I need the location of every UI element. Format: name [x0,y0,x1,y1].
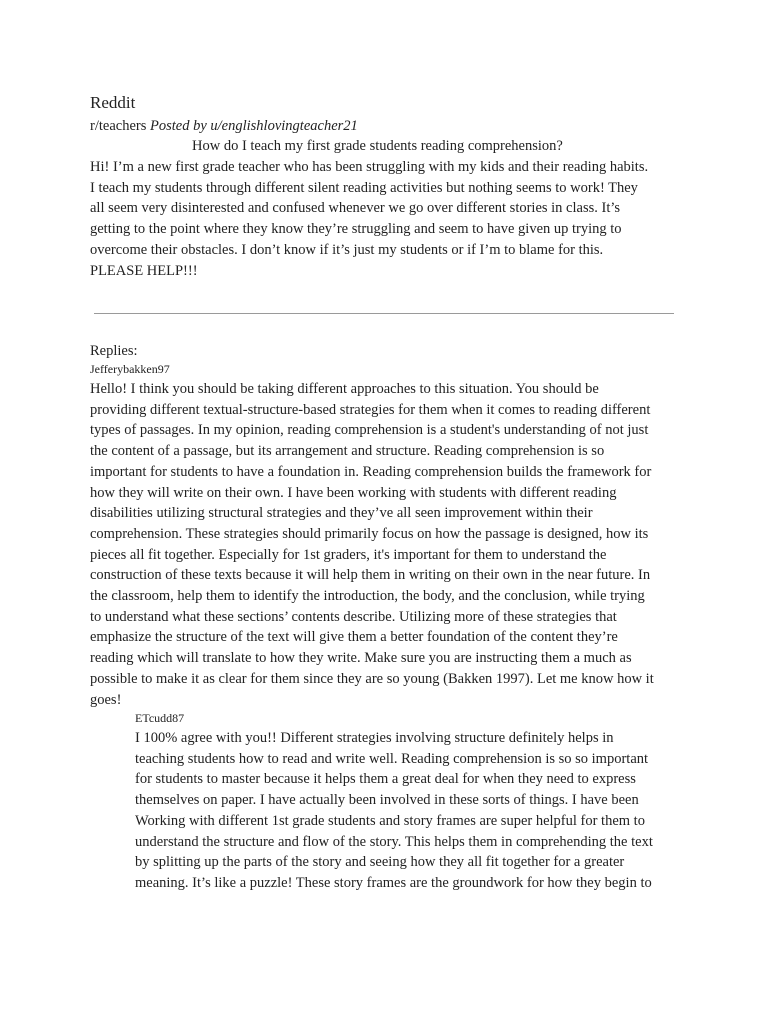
reply-body-line: important for students to have a foundation in. Reading comprehension builds the framework for [90,463,652,480]
nested-reply-line: meaning. It’s like a puzzle! These story frames are the groundwork for how they begin to [135,874,652,891]
section-divider [94,313,674,314]
replies-heading: Replies: [90,343,138,359]
reply-body-line: goes! [90,691,122,708]
reply-body-line: types of passages. In my opinion, reading comprehension is a student's understanding of not just [90,422,649,439]
reply-author[interactable]: Jefferybakken97 [90,362,170,376]
post-body [90,157,680,281]
nested-reply-author[interactable]: ETcudd87 [135,711,185,725]
reply-body-line: comprehension. These strategies should primarily focus on how the passage is designed, how its [90,525,649,542]
reply-body-line: the content of a passage, but its arrangement and structure. Reading comprehension is so [90,443,605,460]
nested-reply-body [135,728,695,894]
nested-reply-line: teaching students how to read and write well. Reading comprehension is so so important [135,750,649,767]
post-body-line: overcome their obstacles. I don’t know if it’s just my students or if I’m to blame for this. [90,241,604,258]
reply-body-line: providing different textual-structure-based strategies for them when it comes to reading different [90,401,651,418]
reply-body-line: to understand what these sections’ contents describe. Utilizing more of these strategies that [90,608,617,625]
reply-body-line: possible to make it as clear for them since they are so young (Bakken 1997). Let me know how it [90,670,654,687]
nested-reply-line: for students to master because it helps them a great deal for when they need to express [135,771,636,788]
nested-reply-line: themselves on paper. I have actually been involved in these sorts of things. I have been [135,792,639,809]
post-body-line: I teach my students through different silent reading activities but nothing seems to work! They [90,179,638,196]
reply-body [90,379,690,710]
nested-reply-line: Working with different 1st grade students and story frames are super helpful for them to [135,812,645,829]
post-body-line: all seem very disinterested and confused whenever we go over different stories in class. It’s [90,200,621,217]
post-body-line: Hi! I’m a new first grade teacher who has been struggling with my kids and their reading habits. [90,159,649,175]
nested-reply-line: by splitting up the parts of the story and seeing how they all fit together for a greater [135,854,625,871]
reply-body-line: emphasize the structure of the text will give them a better foundation of the content they’re [90,629,618,646]
reply-body-line: the classroom, help them to identify the introduction, the body, and the conclusion, while trying [90,588,645,605]
site-title: Reddit [90,93,136,112]
reply-body-line: construction of these texts because it will help them in writing on their own in the near future. In [90,567,651,584]
reply-body-line: Hello! I think you should be taking different approaches to this situation. You should be [90,381,599,397]
nested-reply-line: understand the structure and flow of the story. This helps them in comprehending the text [135,833,653,850]
reply-body-line: how they will write on their own. I have been working with students with different reading [90,484,617,501]
post-title: How do I teach my first grade students reading comprehension? [192,138,563,154]
post-body-line: getting to the point where they know they’re struggling and seem to have given up trying to [90,221,622,238]
nested-reply-line: I 100% agree with you!! Different strategies involving structure definitely helps in [135,730,614,746]
reply-body-line: pieces all fit together. Especially for 1st graders, it's important for them to understand the [90,546,607,563]
reply-body-line: reading which will translate to how they write. Make sure you are instructing them a much as [90,650,632,667]
post-meta [90,117,358,135]
subreddit-link[interactable]: r/teachers [90,118,147,134]
reply-body-line: disabilities utilizing structural strategies and they’ve all seen improvement within their [90,505,593,522]
post-body-line: PLEASE HELP!!! [90,262,198,279]
posted-by: Posted by u/englishlovingteacher21 [149,118,358,134]
